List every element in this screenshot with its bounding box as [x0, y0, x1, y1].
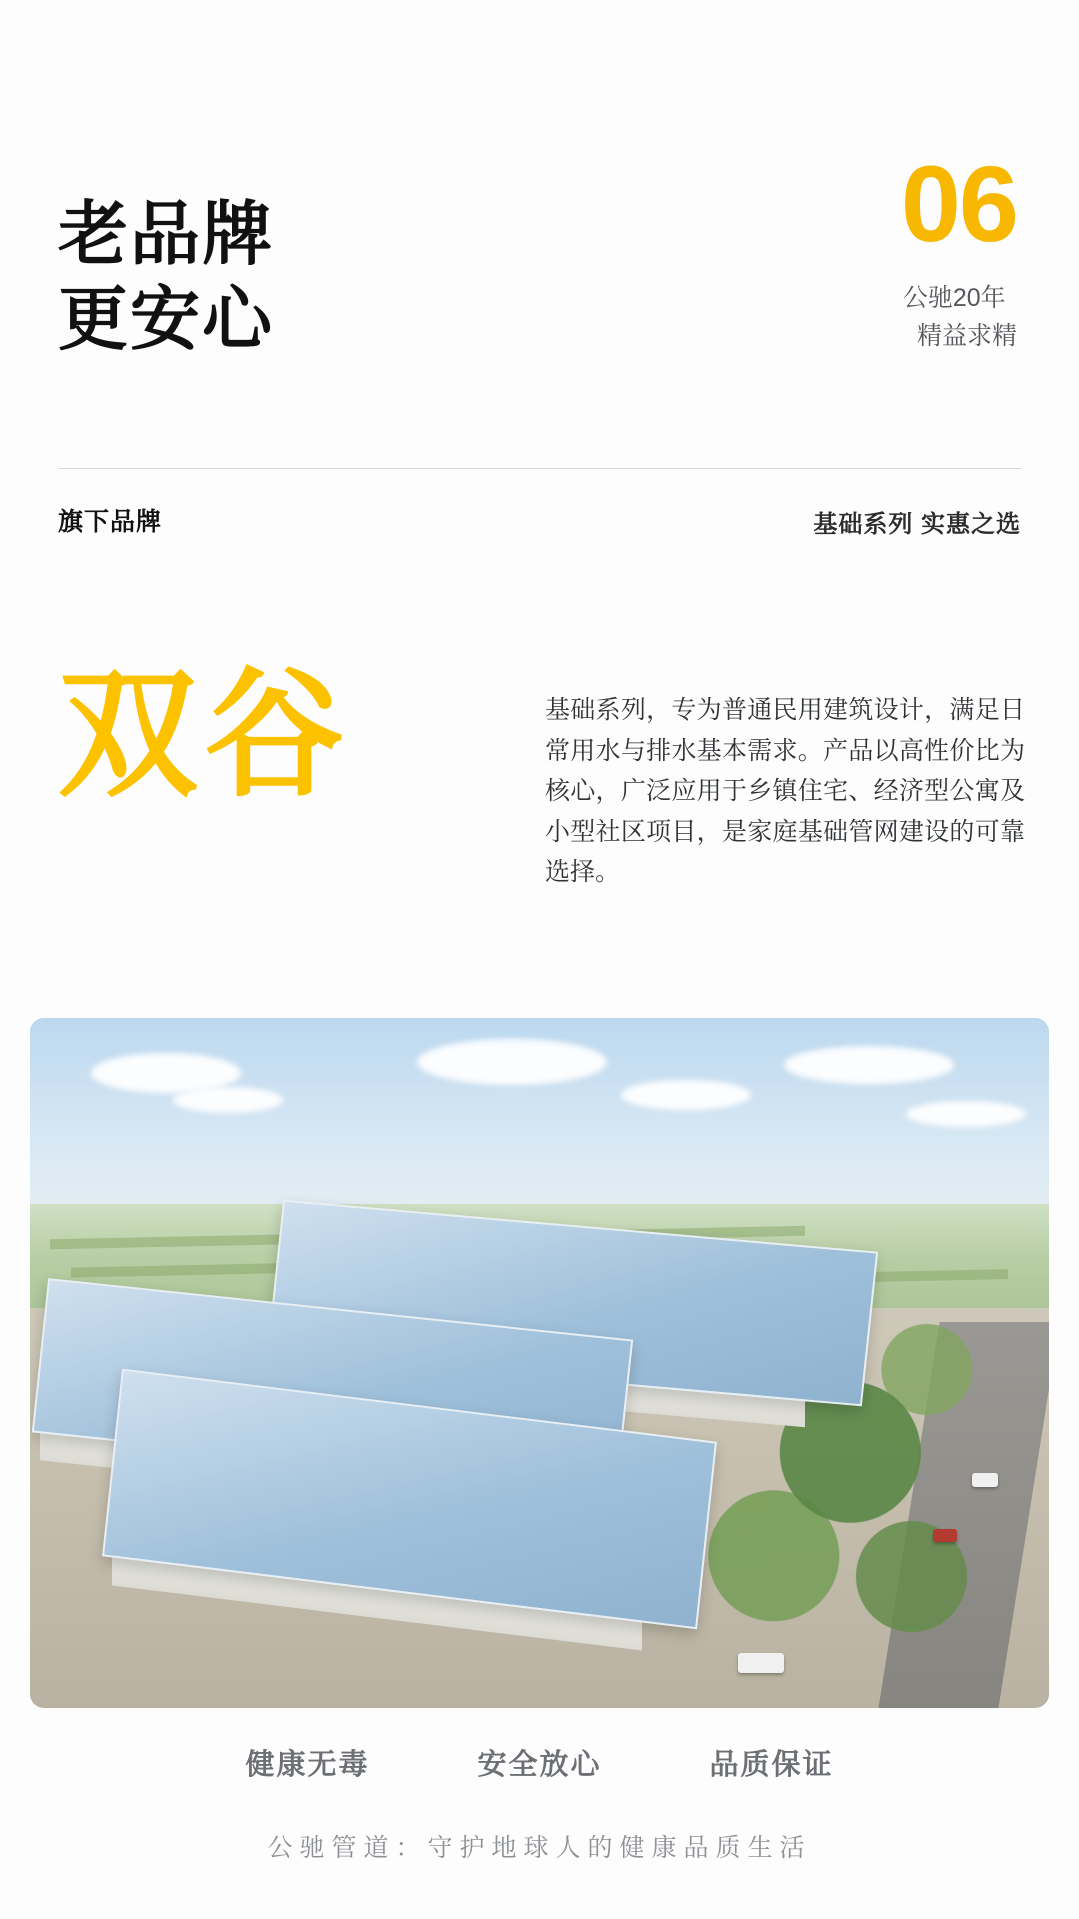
page-title [58, 192, 274, 363]
brand-row-left-label: 旗下品牌 [58, 508, 163, 536]
footer-slogan: 公驰管道：守护地球人的健康品质生活 [267, 1834, 812, 1862]
feature-list [0, 1742, 1079, 1783]
feature-item: 健康无毒 [245, 1749, 370, 1781]
photo-car [933, 1529, 957, 1542]
section-subtitle-line-1: 公驰20年 [902, 284, 1006, 312]
divider [58, 468, 1021, 469]
brand-row [58, 502, 1021, 542]
cloud-shape [173, 1087, 283, 1113]
photo-car [972, 1473, 998, 1487]
brand-description: 基础系列，专为普通民用建筑设计，满足日常用水与排水基本需求。产品以高性价比为核心，广泛应用于乡镇住宅、经济型公寓及小型社区项目，是家庭基础管网建设的可靠选择。 [545, 696, 1025, 886]
photo-car [738, 1653, 784, 1673]
factory-photo [30, 1018, 1049, 1708]
feature-item: 安全放心 [477, 1749, 602, 1781]
header [0, 143, 1079, 410]
section-number: 06 [900, 143, 1017, 264]
section-subtitle [901, 280, 1017, 355]
section-subtitle-line-2: 精益求精 [916, 321, 1017, 350]
cloud-shape [784, 1046, 954, 1084]
cloud-shape [906, 1101, 1026, 1127]
section-number-block [900, 143, 1017, 355]
cloud-shape [621, 1080, 751, 1110]
brand-name: 双谷 [58, 656, 351, 813]
headline-line-2: 更安心 [58, 280, 274, 359]
feature-item: 品质保证 [709, 1749, 834, 1781]
brand-row-right-label: 基础系列 实惠之选 [813, 511, 1021, 538]
cloud-shape [417, 1039, 607, 1085]
headline-line-1: 老品牌 [58, 195, 274, 273]
